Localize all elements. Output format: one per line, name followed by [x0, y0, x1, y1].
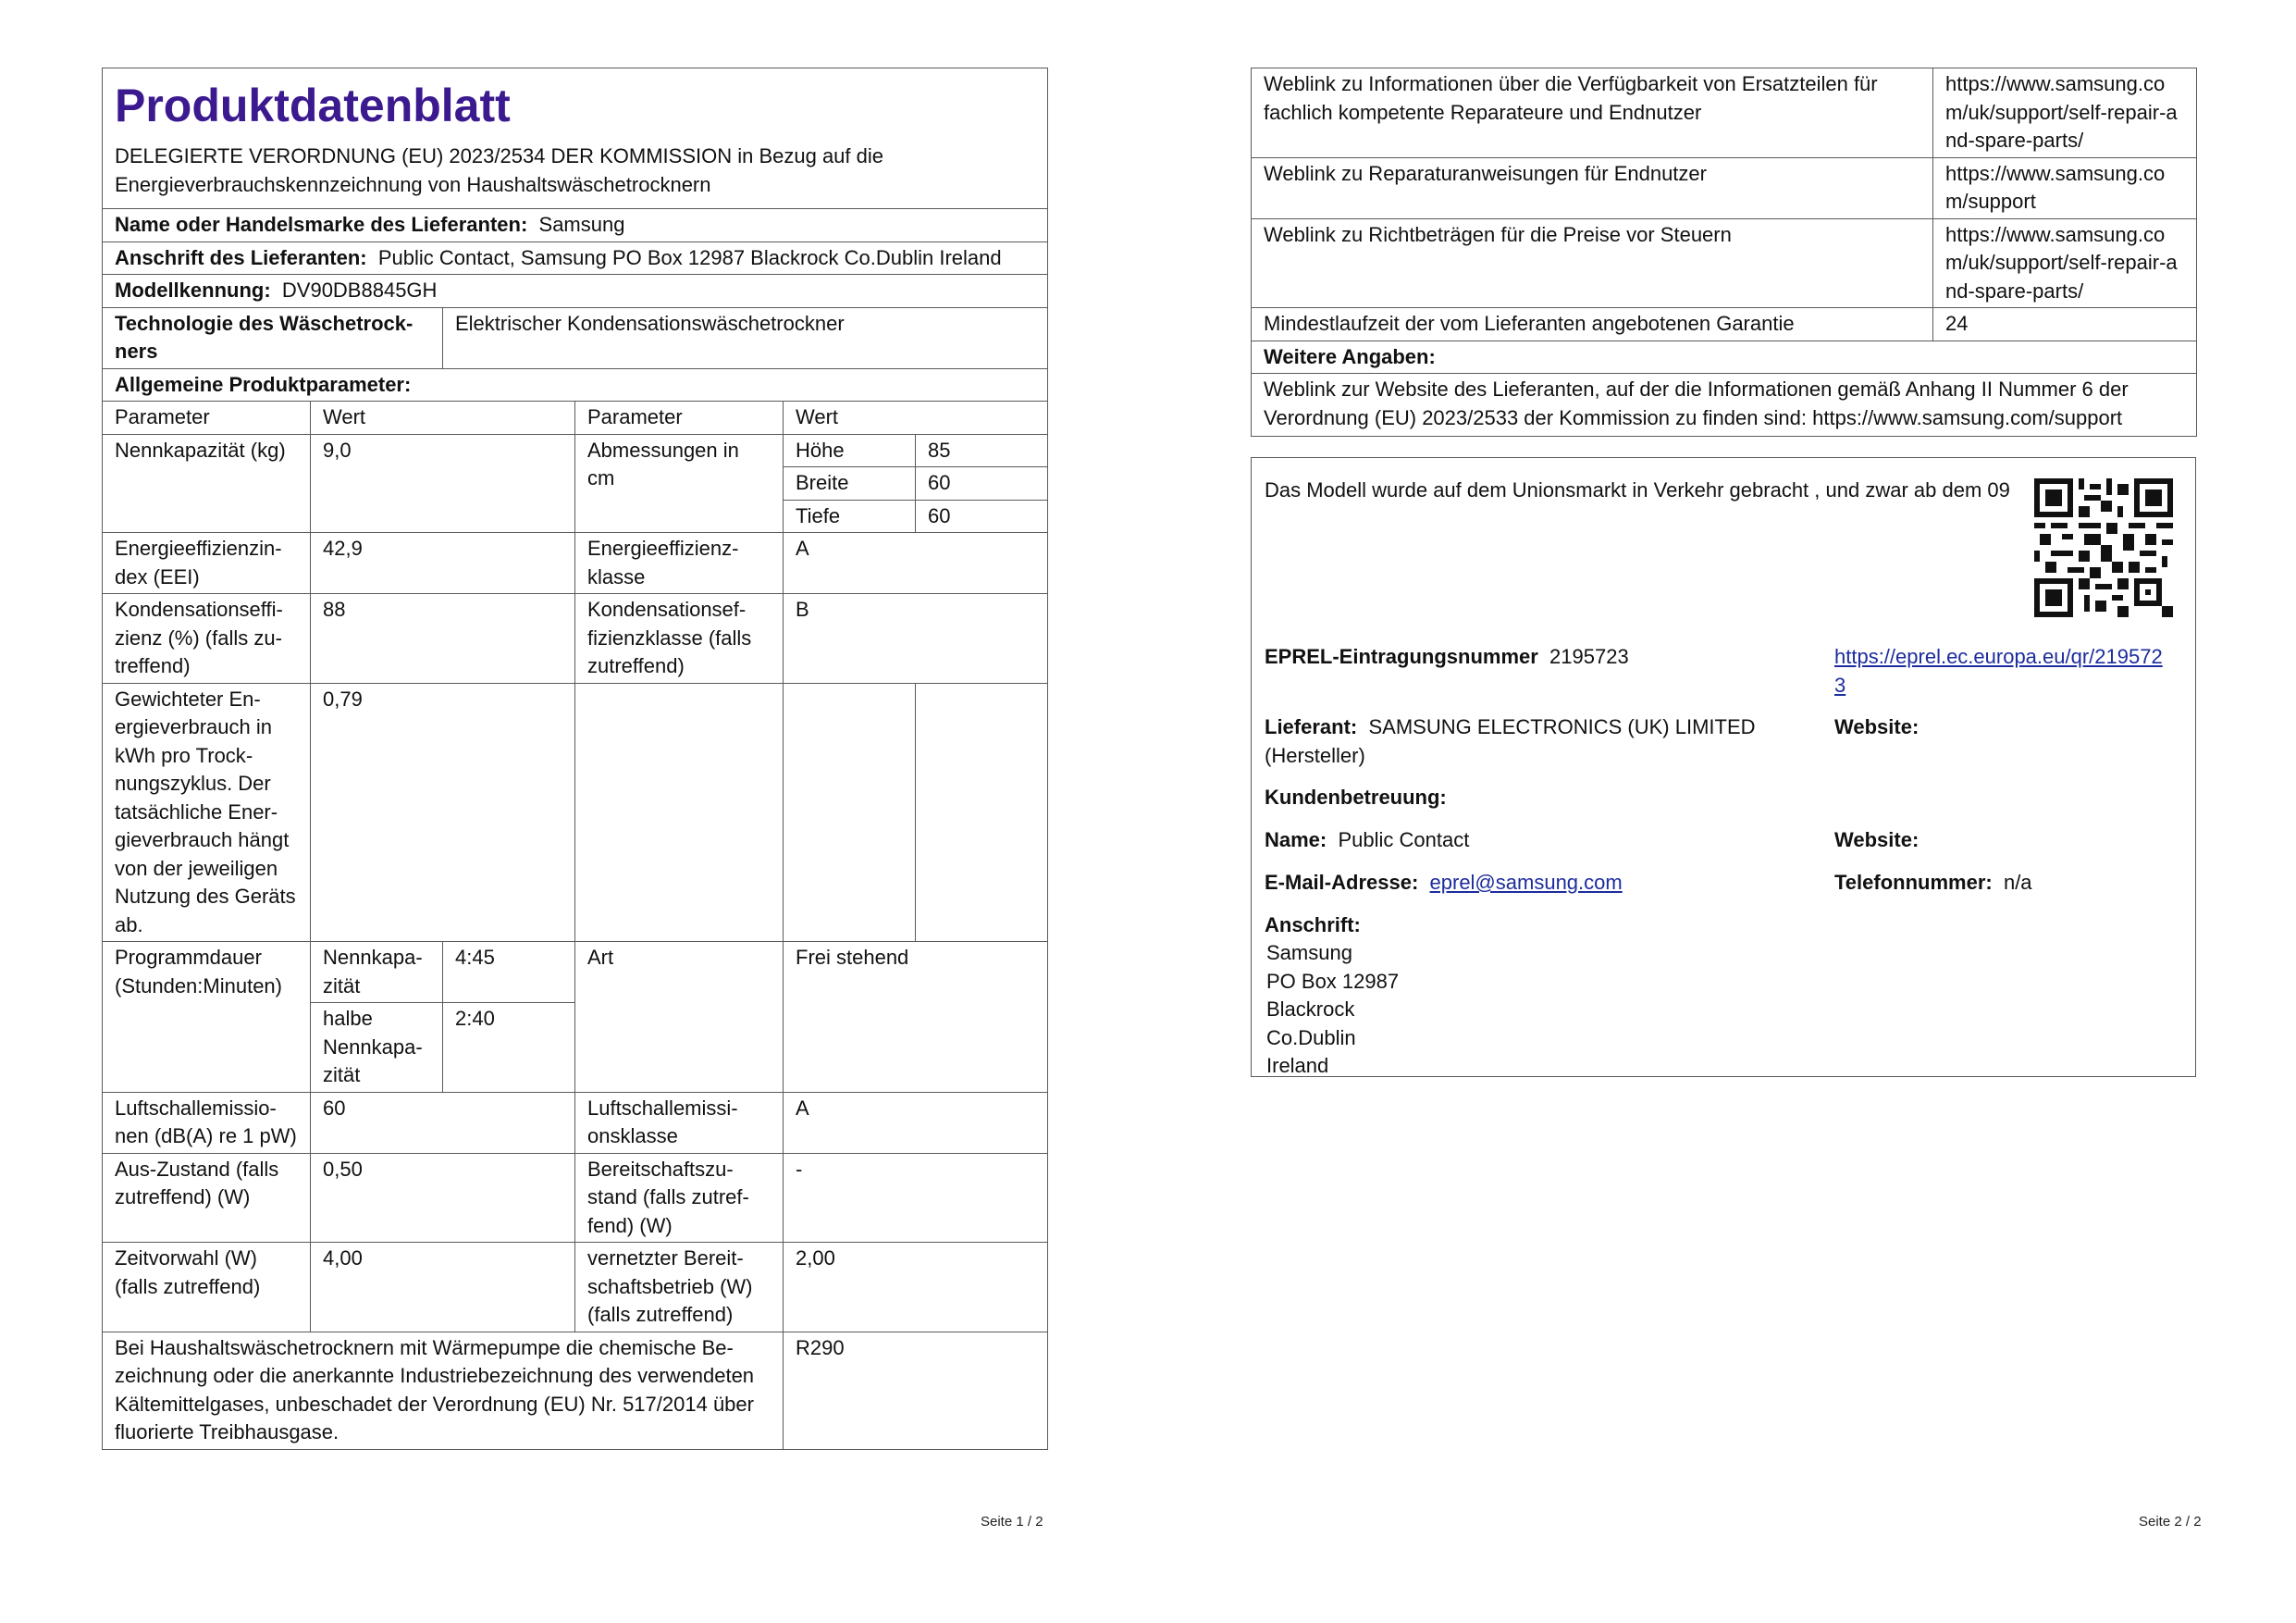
website-label: Website:	[1834, 715, 1920, 738]
supplier-address-row	[103, 242, 1048, 275]
email-label: E-Mail-Adresse:	[1265, 871, 1419, 894]
supplier-name-row	[103, 209, 1048, 242]
col-header-param-1: Parameter	[103, 402, 311, 435]
website-info: Weblink zur Website des Lieferanten, auf der die Informationen gemäß Anhang II Nummer 6 der Verordnung (EU) 2023/2533 der Kommission zu finden sind: https://www.samsung.com/support	[1252, 374, 2197, 437]
warranty-value: 24	[1933, 308, 2197, 341]
address-line: Ireland	[1266, 1054, 1329, 1077]
supplier-name-value: Samsung	[538, 213, 625, 236]
page-1-footer: Seite 1 / 2	[981, 1514, 1043, 1530]
model-row	[103, 275, 1048, 308]
technology-value: Elektrischer Kondensationswäschetrockner	[443, 307, 1048, 368]
weighted-energy-label: Gewichteter Energieverbrauch in kWh pro Trocknungszyklus. Der tatsächliche Energieverbrauch hängt von der jeweiligen Nutzung des Geräts ab.	[103, 683, 311, 942]
eei-label: Energieeffizienzindex (EEI)	[103, 533, 311, 594]
noise-class-label: Luftschallemissionsklasse	[575, 1092, 784, 1153]
width-label: Breite	[784, 467, 916, 501]
type-value: Frei stehend	[784, 942, 1048, 1093]
address-line: PO Box 12987	[1266, 969, 1400, 993]
spare-parts-label: Weblink zu Informationen über die Verfügbarkeit von Ersatzteilen für fachlich kompetente Reparateure und Endnutzer	[1252, 68, 1933, 158]
supplier-label: Lieferant:	[1265, 715, 1358, 738]
model-label: Modellkennung:	[115, 279, 271, 302]
model-value: DV90DB8845GH	[281, 279, 438, 302]
phone-row	[1834, 869, 2032, 898]
repair-link[interactable]: https://www.samsung.com/support	[1933, 157, 2197, 218]
website-label-2: Website:	[1834, 828, 1920, 851]
page-1	[102, 68, 1048, 1450]
regulation-subtitle: DELEGIERTE VERORDNUNG (EU) 2023/2534 DER KOMMISSION in Bezug auf die Energieverbrauchskennzeichnung von Haushaltswäschetrocknern	[115, 144, 883, 196]
customer-service-heading: Kundenbetreuung:	[1265, 786, 1447, 809]
prices-link[interactable]: https://www.samsung.com/uk/support/self-repair-and-spare-parts/	[1933, 218, 2197, 308]
name-row	[1265, 826, 1469, 855]
empty-cell	[575, 683, 784, 942]
col-header-value-1: Wert	[311, 402, 575, 435]
networked-standby-value: 2,00	[784, 1243, 1048, 1332]
delay-start-label: Zeitvorwahl (W) (falls zutreffend)	[103, 1243, 311, 1332]
product-data-table	[102, 68, 1048, 1450]
off-mode-label: Aus-Zustand (falls zutreffend) (W)	[103, 1153, 311, 1243]
eprel-info-box	[1251, 457, 2196, 1077]
depth-value: 60	[916, 500, 1048, 533]
height-label: Höhe	[784, 434, 916, 467]
rated-capacity-label: Nennkapazität (kg)	[103, 434, 311, 533]
header-cell	[103, 68, 1048, 209]
rated-capacity-value: 9,0	[311, 434, 575, 533]
standby-value: -	[784, 1153, 1048, 1243]
condensation-class-label: Kondensationseffizienzklasse (falls zutreffend)	[575, 594, 784, 684]
page-2	[1251, 68, 2197, 437]
supplier-address-value: Public Contact, Samsung PO Box 12987 Blackrock Co.Dublin Ireland	[377, 245, 1002, 269]
condensation-eff-label: Kondensationseffizienz (%) (falls zutreffend)	[103, 594, 311, 684]
condensation-eff-value: 88	[311, 594, 575, 684]
address-block	[1266, 939, 1399, 1081]
email-link[interactable]: eprel@samsung.com	[1429, 871, 1623, 894]
supplier-name-label: Name oder Handelsmarke des Lieferanten:	[115, 213, 528, 236]
address-line: Samsung	[1266, 941, 1352, 964]
width-value: 60	[916, 467, 1048, 501]
noise-label: Luftschallemissionen (dB(A) re 1 pW)	[103, 1092, 311, 1153]
networked-standby-label: vernetzter Bereitschaftsbetrieb (W) (falls zutreffend)	[575, 1243, 784, 1332]
weighted-energy-value: 0,79	[311, 683, 575, 942]
supplier-value: SAMSUNG ELECTRONICS (UK) LIMITED (Hersteller)	[1265, 715, 1756, 767]
noise-class-value: A	[784, 1092, 1048, 1153]
eei-value: 42,9	[311, 533, 575, 594]
energy-class-value: A	[784, 533, 1048, 594]
height-value: 85	[916, 434, 1048, 467]
rated-duration-value: 4:45	[443, 942, 575, 1003]
depth-label: Tiefe	[784, 500, 916, 533]
dimensions-label: Abmessungen in cm	[575, 434, 784, 533]
repair-label: Weblink zu Reparaturanweisungen für Endnutzer	[1252, 157, 1933, 218]
name-value: Public Contact	[1338, 828, 1470, 851]
phone-value: n/a	[2003, 871, 2032, 894]
repair-info-table	[1251, 68, 2197, 437]
further-info-heading: Weitere Angaben:	[1252, 341, 2197, 374]
phone-label: Telefonnummer:	[1834, 871, 1993, 894]
eprel-label: EPREL-Eintragungsnummer	[1265, 645, 1538, 668]
half-duration-label: halbe Nennkapazität	[311, 1003, 443, 1093]
eprel-value: 2195723	[1549, 645, 1629, 668]
standby-label: Bereitschaftszustand (falls zutreffend) (W)	[575, 1153, 784, 1243]
energy-class-label: Energieeffizienzklasse	[575, 533, 784, 594]
eprel-row	[1265, 643, 1629, 672]
name-label: Name:	[1265, 828, 1327, 851]
program-duration-label: Programmdauer (Stunden:Minuten)	[103, 942, 311, 1093]
empty-cell	[916, 683, 1048, 942]
empty-cell	[784, 683, 916, 942]
noise-value: 60	[311, 1092, 575, 1153]
condensation-class-value: B	[784, 594, 1048, 684]
qr-code-icon	[2034, 478, 2173, 617]
rated-duration-label: Nennkapazität	[311, 942, 443, 1003]
half-duration-value: 2:40	[443, 1003, 575, 1093]
address-line: Co.Dublin	[1266, 1025, 1356, 1049]
prices-label: Weblink zu Richtbeträgen für die Preise vor Steuern	[1252, 218, 1933, 308]
general-params-heading: Allgemeine Produktparameter:	[103, 368, 1048, 402]
warranty-label: Mindestlaufzeit der vom Lieferanten angebotenen Garantie	[1252, 308, 1933, 341]
supplier-address-label: Anschrift des Lieferanten:	[115, 245, 367, 269]
market-text: Das Modell wurde auf dem Unionsmarkt in Verkehr gebracht , und zwar ab dem 09	[1265, 478, 2010, 502]
email-row	[1265, 869, 1623, 898]
delay-start-value: 4,00	[311, 1243, 575, 1332]
supplier-row	[1265, 713, 1820, 770]
refrigerant-value: R290	[784, 1332, 1048, 1449]
refrigerant-label: Bei Haushaltswäschetrocknern mit Wärmepumpe die chemische Bezeichnung oder die anerkannte Industriebezeichnung des verwendeten Kältemittelgases, unbeschadet der Verordnung (EU) Nr. 517/2014 über fluorierte Treibhausgase.	[103, 1332, 784, 1449]
off-mode-value: 0,50	[311, 1153, 575, 1243]
col-header-value-2: Wert	[784, 402, 1048, 435]
type-label: Art	[575, 942, 784, 1093]
address-label: Anschrift:	[1265, 913, 1361, 936]
technology-label: Technologie des Wäschetrockners	[103, 307, 443, 368]
page-title: Produktdatenblatt	[115, 80, 511, 131]
col-header-param-2: Parameter	[575, 402, 784, 435]
eprel-link[interactable]: https://eprel.ec.europa.eu/qr/2195723	[1834, 645, 2163, 697]
spare-parts-link[interactable]: https://www.samsung.com/uk/support/self-repair-and-spare-parts/	[1933, 68, 2197, 158]
page-2-footer: Seite 2 / 2	[2139, 1514, 2202, 1530]
address-line: Blackrock	[1266, 997, 1355, 1021]
